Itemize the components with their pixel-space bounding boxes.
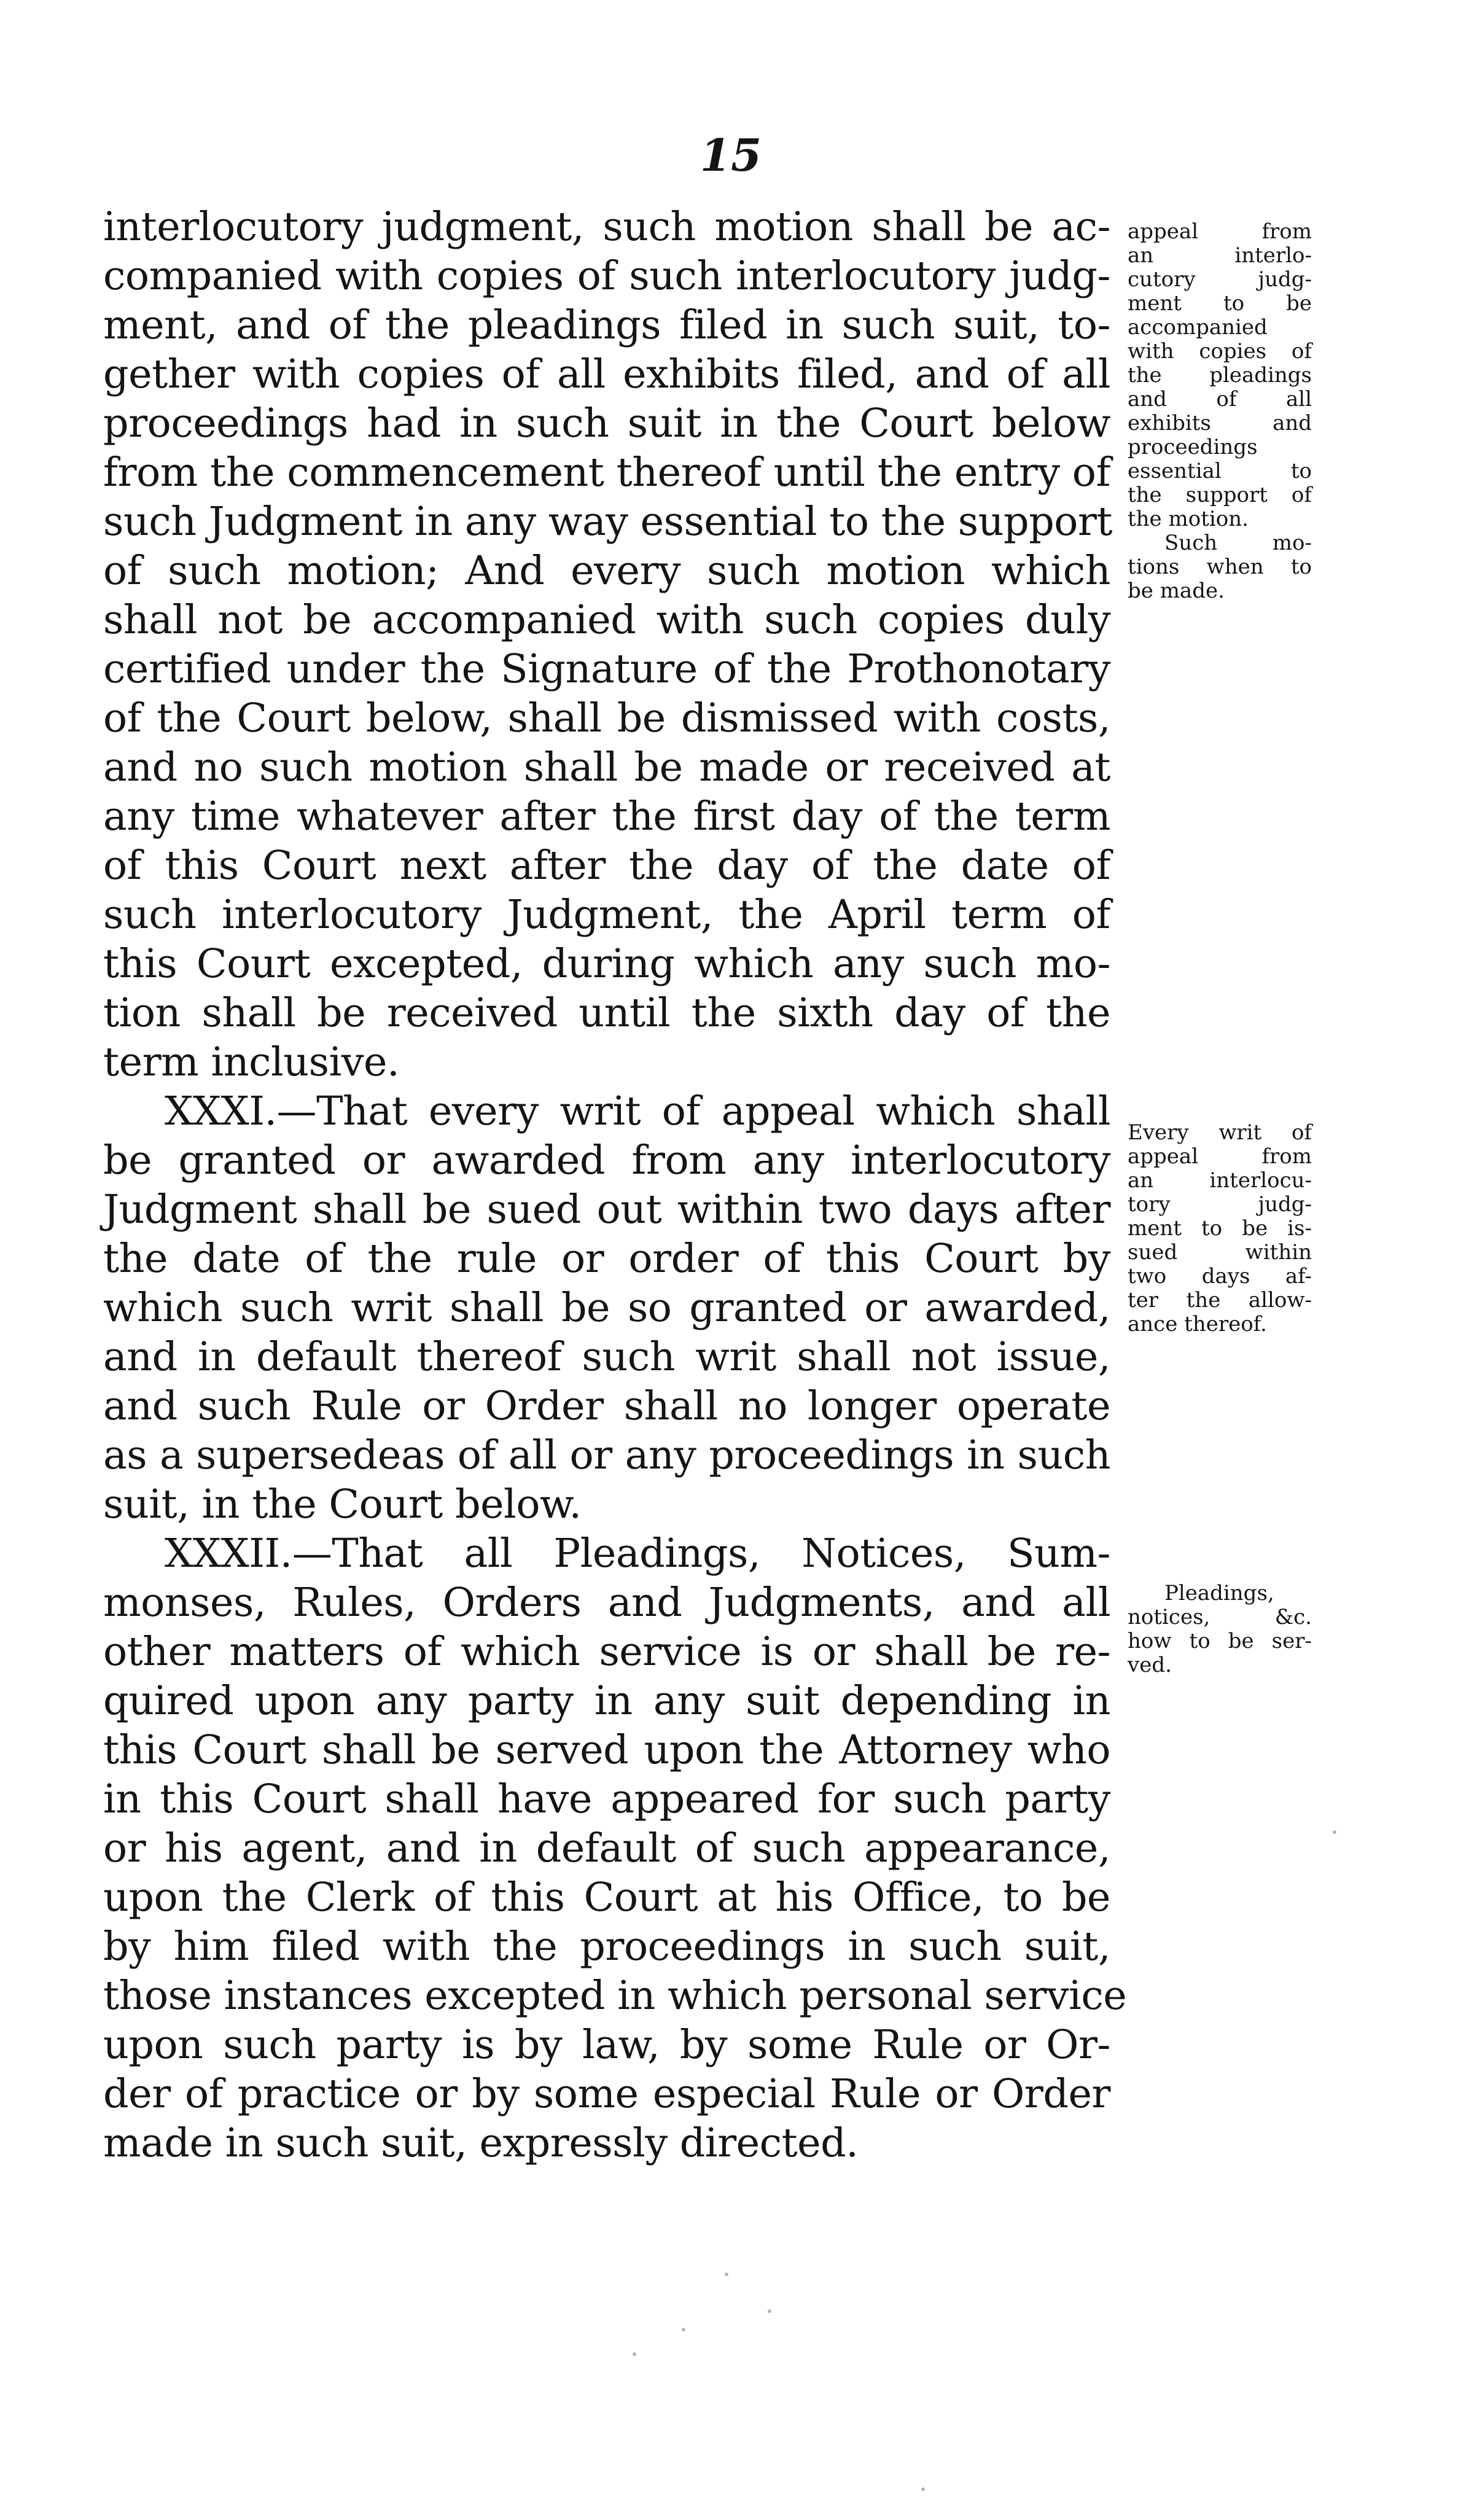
margin-note-line: proceedings [1128,435,1258,459]
body-line: ment, and of the pleadings filed in such suit, to- [103,302,1110,348]
paper-speck [921,2487,925,2491]
body-line: such Judgment in any way essential to the support [103,499,1113,545]
body-line: this Court shall be served upon the Attorney who [103,1727,1110,1773]
margin-note-pleadings-service [1128,1582,1312,1677]
margin-note-line: ment to be [1128,291,1312,316]
body-line: any time whatever after the first day of the term [103,794,1110,840]
body-text [103,203,1127,2168]
margin-note-line: the support of [1128,483,1312,507]
margin-note-line: ved. [1128,1653,1172,1677]
paper-speck [682,2328,685,2331]
margin-note-line: appeal from [1128,219,1312,244]
margin-note-appeal-interlocutory [1128,220,1312,603]
body-line: as a supersedeas of all or any proceedings in such [103,1432,1110,1478]
margin-note-line: cutory judg- [1128,267,1312,292]
body-line: der of practice or by some especial Rule or Order [103,2071,1110,2117]
margin-note-line: an interlo- [1128,243,1312,268]
body-line: made in such suit, expressly directed. [103,2120,859,2166]
margin-note-line: Pleadings, [1164,1581,1274,1605]
margin-note-line: ment to be is- [1128,1216,1312,1241]
page-number: 15 [700,129,762,181]
margin-note-line: ance thereof. [1128,1312,1267,1336]
paper-speck [633,2352,636,2356]
body-line: and such Rule or Order shall no longer operate [103,1383,1110,1429]
body-line: term inclusive. [103,1039,400,1085]
margin-note-line: appeal from [1128,1144,1312,1169]
body-line: in this Court shall have appeared for such party [103,1776,1110,1822]
body-line: tion shall be received until the sixth day of the [103,990,1110,1036]
margin-note-line: Every writ of [1128,1120,1312,1145]
body-line: certified under the Signature of the Prothonotary [103,646,1110,692]
margin-note-line: tions when to [1128,555,1312,579]
body-line: quired upon any party in any suit depending in [103,1678,1110,1724]
section-xxxi-heading-line: XXXI.—That every writ of appeal which shall [165,1088,1110,1134]
body-line: the date of the rule or order of this Court by [103,1236,1110,1282]
margin-note-line: notices, &c. [1128,1605,1312,1629]
margin-note-line: sued within [1128,1240,1312,1265]
body-line: or his agent, and in default of such appearance, [103,1825,1110,1871]
body-line: companied with copies of such interlocutory judg- [103,253,1110,299]
body-line: shall not be accompanied with such copies duly [103,597,1110,643]
margin-note-line: ter the allow- [1128,1288,1312,1313]
body-line: such interlocutory Judgment, the April term of [103,892,1110,938]
body-line: of this Court next after the day of the date of [103,843,1110,889]
body-line: by him filed with the proceedings in such suit, [103,1924,1110,1970]
margin-note-line: an interlocu- [1128,1168,1312,1193]
margin-note-line: exhibits and [1128,411,1312,435]
margin-note-line: with copies of [1128,339,1312,364]
margin-note-writ-of-appeal [1128,1121,1312,1336]
body-line: of such motion; And every such motion which [103,548,1110,594]
margin-note-line: essential to [1128,459,1312,483]
body-line: of the Court below, shall be dismissed with costs, [103,695,1110,741]
body-line: upon the Clerk of this Court at his Office, to be [103,1874,1110,1921]
body-line: and no such motion shall be made or received at [103,744,1110,790]
margin-note-line: how to be ser- [1128,1629,1312,1653]
body-line: upon such party is by law, by some Rule or Or- [103,2022,1110,2068]
margin-note-line: tory judg- [1128,1192,1312,1217]
body-line: suit, in the Court below. [103,1481,582,1527]
paper-speck [725,2272,728,2276]
margin-note-line: the motion. [1128,507,1249,531]
margin-note-line: the pleadings [1128,363,1312,388]
paper-speck [1333,1830,1336,1834]
body-line: those instances excepted in which personal service [103,1973,1127,2019]
body-line: interlocutory judgment, such motion shall be ac- [103,204,1110,250]
body-line: which such writ shall be so granted or awarded, [103,1285,1110,1331]
body-line: gether with copies of all exhibits filed, and of all [103,351,1110,397]
margin-note-line: Such mo- [1164,531,1312,555]
section-xxxii-heading-line: XXXII.—That all Pleadings, Notices, Sum- [165,1531,1110,1577]
body-line: be granted or awarded from any interlocutory [103,1137,1110,1184]
margin-note-line: be made. [1128,579,1225,603]
body-line: and in default thereof such writ shall not issue, [103,1334,1110,1380]
margin-note-line: and of all [1128,387,1312,412]
body-line: monses, Rules, Orders and Judgments, and all [103,1580,1110,1626]
body-line: this Court excepted, during which any such mo- [103,941,1110,987]
margin-note-line: two days af- [1128,1264,1312,1289]
margin-note-line: accompanied [1128,315,1268,340]
body-line: from the commencement thereof until the entry of [103,450,1110,496]
paper-speck [768,2309,771,2313]
body-line: Judgment shall be sued out within two days after [103,1187,1110,1233]
body-line: other matters of which service is or shall be re- [103,1629,1110,1675]
body-line: proceedings had in such suit in the Court below [103,400,1110,447]
